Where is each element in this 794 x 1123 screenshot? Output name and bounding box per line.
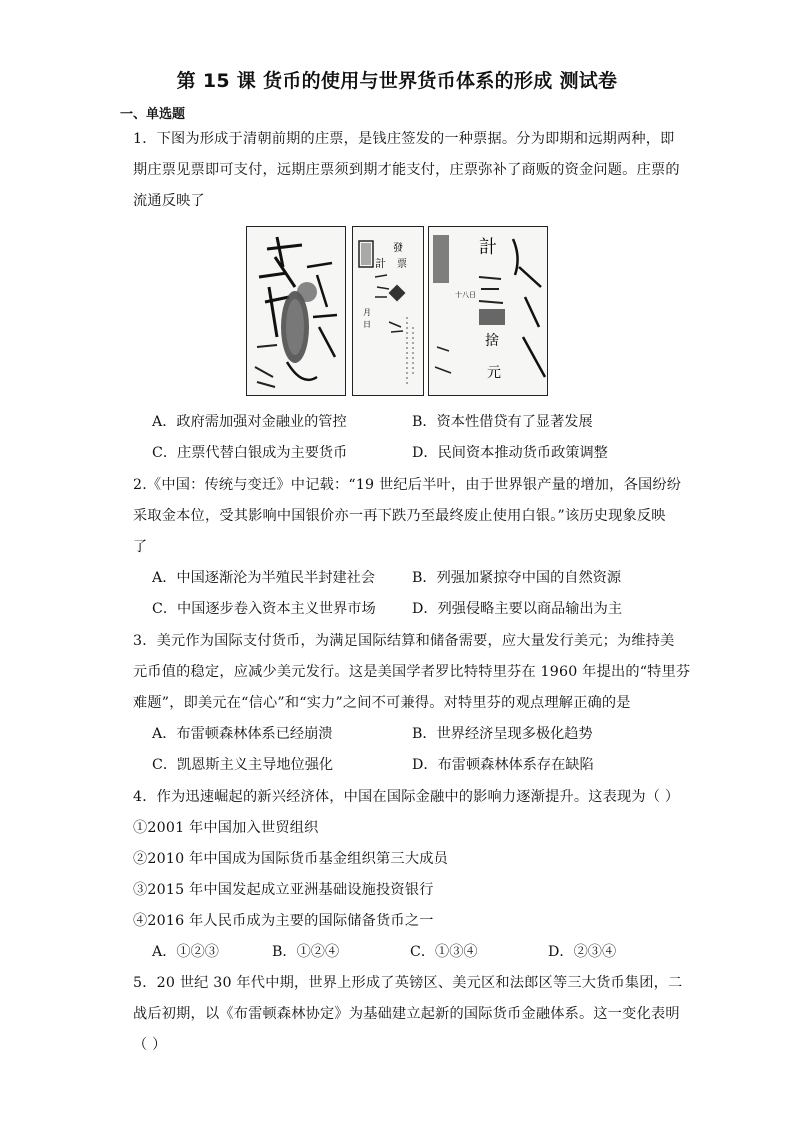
section-heading: 一、单选题 (120, 107, 186, 122)
option-c[interactable]: C．中国逐步卷入资本主义世界市场 (152, 601, 376, 617)
banknote-image-1 (246, 226, 346, 396)
question-stem-line: 元币值的稳定，应减少美元发行。这是美国学者罗比特特里芬在 1960 年提出的“特里芬 (133, 664, 691, 680)
note-character: 發 (393, 243, 403, 254)
zhuangpiao-figure (246, 226, 548, 394)
page-title: 第 15 课 货币的使用与世界货币体系的形成 测试卷 (176, 70, 618, 92)
banknote-image-2 (352, 226, 424, 396)
banknote-image-3 (428, 226, 548, 396)
question-stem-line: 3．美元作为国际支付货币，为满足国际结算和储备需要，应大量发行美元；为维持美 (133, 633, 675, 649)
statement-item: ①2001 年中国加入世贸组织 (133, 820, 319, 836)
option-d[interactable]: D．布雷顿森林体系存在缺陷 (412, 757, 594, 773)
question-stem-line: 5．20 世纪 30 年代中期，世界上形成了英镑区、美元区和法郎区等三大货币集团，二 (133, 975, 683, 991)
question-stem-line: 采取金本位，受其影响中国银价亦一再下跌乃至最终废止使用白银。”该历史现象反映 (133, 508, 666, 524)
option-b[interactable]: B．列强加紧掠夺中国的自然资源 (412, 570, 622, 586)
note-character: 十八日 (455, 291, 476, 299)
option-b[interactable]: B．世界经济呈现多极化趋势 (412, 726, 593, 742)
note-character: 日 (363, 320, 371, 329)
option-c[interactable]: C．①③④ (410, 944, 478, 960)
question-stem-line: 了 (133, 539, 148, 555)
option-b[interactable]: B．资本性借贷有了显著发展 (412, 414, 593, 430)
option-b[interactable]: B．①②④ (272, 944, 340, 960)
note-character: 月 (363, 308, 371, 317)
question-stem-line: 难题”，即美元在“信心”和“实力”之间不可兼得。对特里芬的观点理解正确的是 (133, 695, 631, 711)
option-d[interactable]: D．②③④ (548, 944, 617, 960)
note-character: 計 (375, 257, 386, 270)
question-stem-line: （ ） (133, 1037, 167, 1053)
option-a[interactable]: A．中国逐渐沦为半殖民半封建社会 (152, 570, 376, 586)
note-character: 元 (487, 365, 501, 381)
statement-item: ③2015 年中国发起成立亚洲基础设施投资银行 (133, 882, 434, 898)
question-stem-line: 2.《中国：传统与变迁》中记载：“19 世纪后半叶，由于世界银产量的增加，各国纷纷 (133, 477, 682, 493)
question-stem-line: 1．下图为形成于清朝前期的庄票，是钱庄签发的一种票据。分为即期和远期两种，即 (133, 131, 675, 147)
note-character: 捨 (485, 333, 499, 349)
note-character: 票 (397, 259, 407, 270)
question-stem-line: 战后初期，以《布雷顿森林协定》为基础建立起新的国际货币金融体系。这一变化表明 (133, 1006, 680, 1022)
question-stem-line: 期庄票见票即可支付，远期庄票须到期才能支付，庄票弥补了商贩的资金问题。庄票的 (133, 162, 680, 178)
statement-item: ④2016 年人民币成为主要的国际储备货币之一 (133, 913, 434, 929)
option-d[interactable]: D．列强侵略主要以商品输出为主 (412, 601, 623, 617)
option-a[interactable]: A．政府需加强对金融业的管控 (152, 414, 347, 430)
statement-item: ②2010 年中国成为国际货币基金组织第三大成员 (133, 851, 448, 867)
option-a[interactable]: A．①②③ (152, 944, 219, 960)
option-a[interactable]: A．布雷顿森林体系已经崩溃 (152, 726, 333, 742)
option-d[interactable]: D．民间资本推动货币政策调整 (412, 445, 608, 461)
option-c[interactable]: C．凯恩斯主义主导地位强化 (152, 757, 334, 773)
question-stem-line: 4．作为迅速崛起的新兴经济体，中国在国际金融中的影响力逐渐提升。这表现为（ ） (133, 789, 680, 805)
option-c[interactable]: C．庄票代替白银成为主要货币 (152, 445, 348, 461)
note-character: 計 (479, 237, 497, 258)
question-stem-line: 流通反映了 (133, 193, 205, 209)
